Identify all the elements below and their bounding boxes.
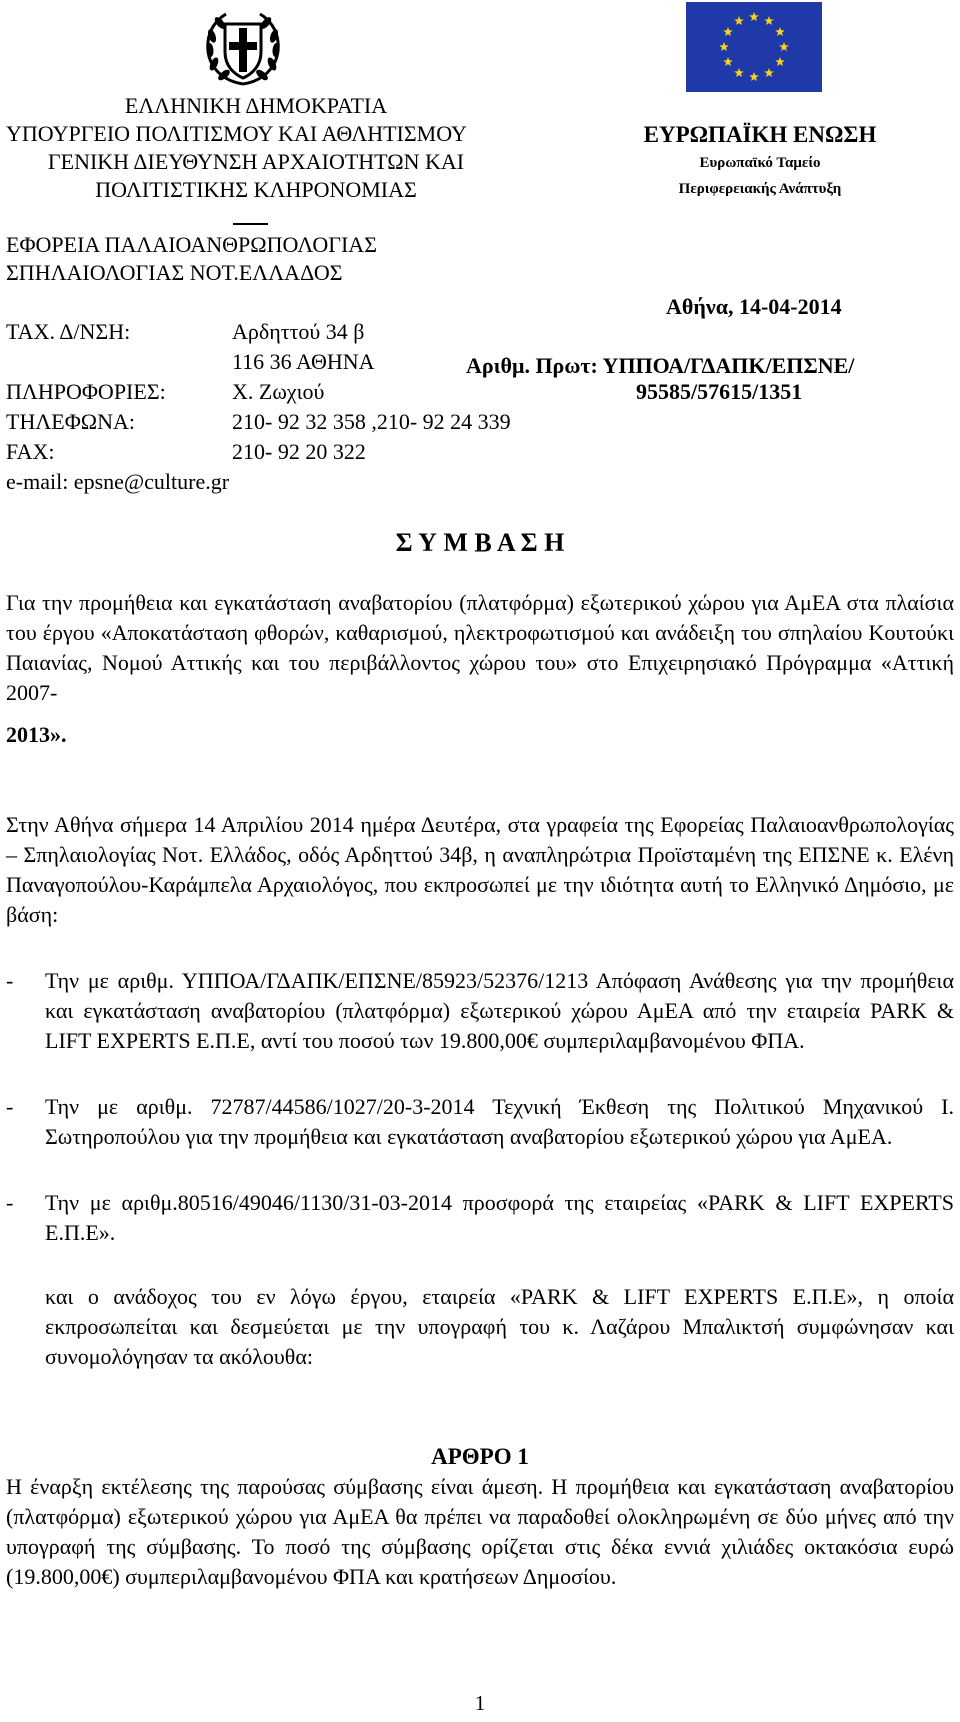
document-date: Αθήνα, 14-04-2014 xyxy=(666,294,842,319)
list-item: Την με αριθμ. ΥΠΠΟΑ/ΓΔΑΠΚ/ΕΠΣΝΕ/85923/52376/1213 Απόφαση Ανάθεσης για την προμήθεια και εγκατάσταση αναβατορίου (πλατφόρμα) εξωτερικού χώρου ΑμΕΑ από την εταιρεία PARK & LIFT EXPERTS Ε.Π.Ε, αντί του ποσού των 19.800,00€ συμπεριλαμβανομένου ΦΠΑ. xyxy=(45,968,954,1053)
header-agency xyxy=(6,92,506,204)
phone-value: 210- 92 32 358 ,210- 92 24 339 xyxy=(232,409,511,434)
header-divider xyxy=(233,223,268,225)
address-label: ΤΑΧ. Δ/ΝΣΗ: xyxy=(6,319,131,344)
protocol-number: Αριθμ. Πρωτ: ΥΠΠΟΑ/ΓΔΑΠΚ/ΕΠΣΝΕ/ xyxy=(466,353,855,378)
header-line: ΕΛΛΗΝΙΚΗ ΔΗΜΟΚΡΑΤΙΑ xyxy=(124,93,388,118)
header-line: ΥΠΟΥΡΓΕΙΟ ΠΟΛΙΤΙΣΜΟΥ ΚΑΙ ΑΘΛΗΤΙΣΜΟΥ xyxy=(6,121,467,146)
article-text: Η έναρξη εκτέλεσης της παρούσας σύμβασης είναι άμεση. Η προμήθεια και εγκατάσταση αναβατορίου (πλατφόρμα) εξωτερικού χώρου για ΑμΕΑ θα πρέπει να παραδοθεί ολοκληρωμένη σε δύο μήνες από την υπογραφή της σύμβασης. Το ποσό της σύμβασης ορίζεται στις δέκα εννιά χιλιάδες οκτακόσια ευρώ (19.800,00€) συμπεριλαμβανομένου ΦΠΑ και κρατήσεων Δημοσίου. xyxy=(6,1474,954,1589)
agreement-paragraph: Στην Αθήνα σήμερα 14 Απριλίου 2014 ημέρα Δευτέρα, στα γραφεία της Εφορείας Παλαιοανθρωπολογίας – Σπηλαιολογίας Νοτ. Ελλάδος, οδός Αρδηττού 34β, η αναπληρώτρια Προϊσταμένη της ΕΠΣΝΕ κ. Ελένη Παναγοπούλου-Καράμπελα Αρχαιολόγος, που εκπροσωπεί με την ιδιότητα αυτή το Ελληνικό Δημόσιο, με βάση: xyxy=(6,812,954,927)
list-item: Την με αριθμ.80516/49046/1130/31-03-2014 προσφορά της εταιρείας «PARK & LIFT EXPERTS Ε.Π.Ε». xyxy=(45,1190,954,1245)
eu-fund: Ευρωπαϊκό Ταμείο xyxy=(699,155,821,171)
article-heading: ΑΡΘΡΟ 1 xyxy=(431,1444,529,1469)
list-dash: - xyxy=(6,1190,14,1215)
ephoreia-block xyxy=(6,231,526,287)
page-number: 1 xyxy=(474,1691,486,1715)
address-street: Αρδηττού 34 β xyxy=(232,319,365,344)
header-line: ΓΕΝΙΚΗ ΔΙΕΥΘΥΝΣΗ ΑΡΧΑΙΟΤΗΤΩΝ ΚΑΙ xyxy=(47,149,465,174)
eu-flag xyxy=(686,2,822,92)
ephoreia-line: ΕΦΟΡΕΙΑ ΠΑΛΑΙΟΑΝΘΡΩΠΟΛΟΓΙΑΣ xyxy=(6,232,378,257)
fax-value: 210- 92 20 322 xyxy=(232,439,366,464)
protocol-number-cont: 95585/57615/1351 xyxy=(636,379,803,404)
document-title: Σ Υ Μ Β Α Σ Η xyxy=(395,528,565,557)
email-line: e-mail: epsne@culture.gr xyxy=(6,469,230,494)
info-value: Χ. Ζωχιού xyxy=(232,379,325,404)
ephoreia-line: ΣΠΗΛΑΙΟΛΟΓΙΑΣ ΝΟΤ.ΕΛΛΑΔΟΣ xyxy=(6,260,343,285)
intro-paragraph: Για την προμήθεια και εγκατάσταση αναβατορίου (πλατφόρμα) εξωτερικού χώρου για ΑμΕΑ στα πλαίσια του έργου «Αποκατάσταση φθορών, καθαρισμού, ηλεκτροφωτισμού και ανάδειξη του σπηλαίου Κουτούκι Παιανίας, Νομού Αττικής και του περιβάλλοντος χώρου του» στο Επιχειρησιακό Πρόγραμμα «Αττική 2007- xyxy=(6,590,954,705)
greek-state-seal xyxy=(200,8,286,88)
eu-block xyxy=(620,120,900,202)
eu-fund-sub: Περιφερειακής Ανάπτυξη xyxy=(678,181,842,197)
phone-label: ΤΗΛΕΦΩΝΑ: xyxy=(6,409,136,434)
list-item: Την με αριθμ. 72787/44586/1027/20-3-2014 Τεχνική Έκθεση της Πολιτικού Μηχανικού Ι. Σωτηροπούλου για την προμήθεια και εγκατάσταση αναβατορίου εξωτερικού χώρου για ΑμΕΑ. xyxy=(45,1094,954,1149)
list-dash: - xyxy=(6,1094,14,1119)
header-line: ΠΟΛΙΤΙΣΤΙΚΗΣ ΚΛΗΡΟΝΟΜΙΑΣ xyxy=(95,177,417,202)
address-city: 116 36 ΑΘΗΝΑ xyxy=(232,349,375,374)
fax-label: FAX: xyxy=(6,439,55,464)
list-dash: - xyxy=(6,968,14,993)
eu-title: ΕΥΡΩΠΑΪΚΗ ΕΝΩΣΗ xyxy=(643,122,877,147)
contractor-paragraph: και ο ανάδοχος του εν λόγω έργου, εταιρεία «PARK & LIFT EXPERTS Ε.Π.Ε», η οποία εκπροσωπείται και δεσμεύεται με την υπογραφή του κ. Λαζάρου Μπαλικτσή συμφώνησαν και συνομολόγησαν τα ακόλουθα: xyxy=(45,1284,954,1369)
info-label: ΠΛΗΡΟΦΟΡΙΕΣ: xyxy=(6,379,166,404)
intro-paragraph-end: 2013». xyxy=(6,722,67,747)
